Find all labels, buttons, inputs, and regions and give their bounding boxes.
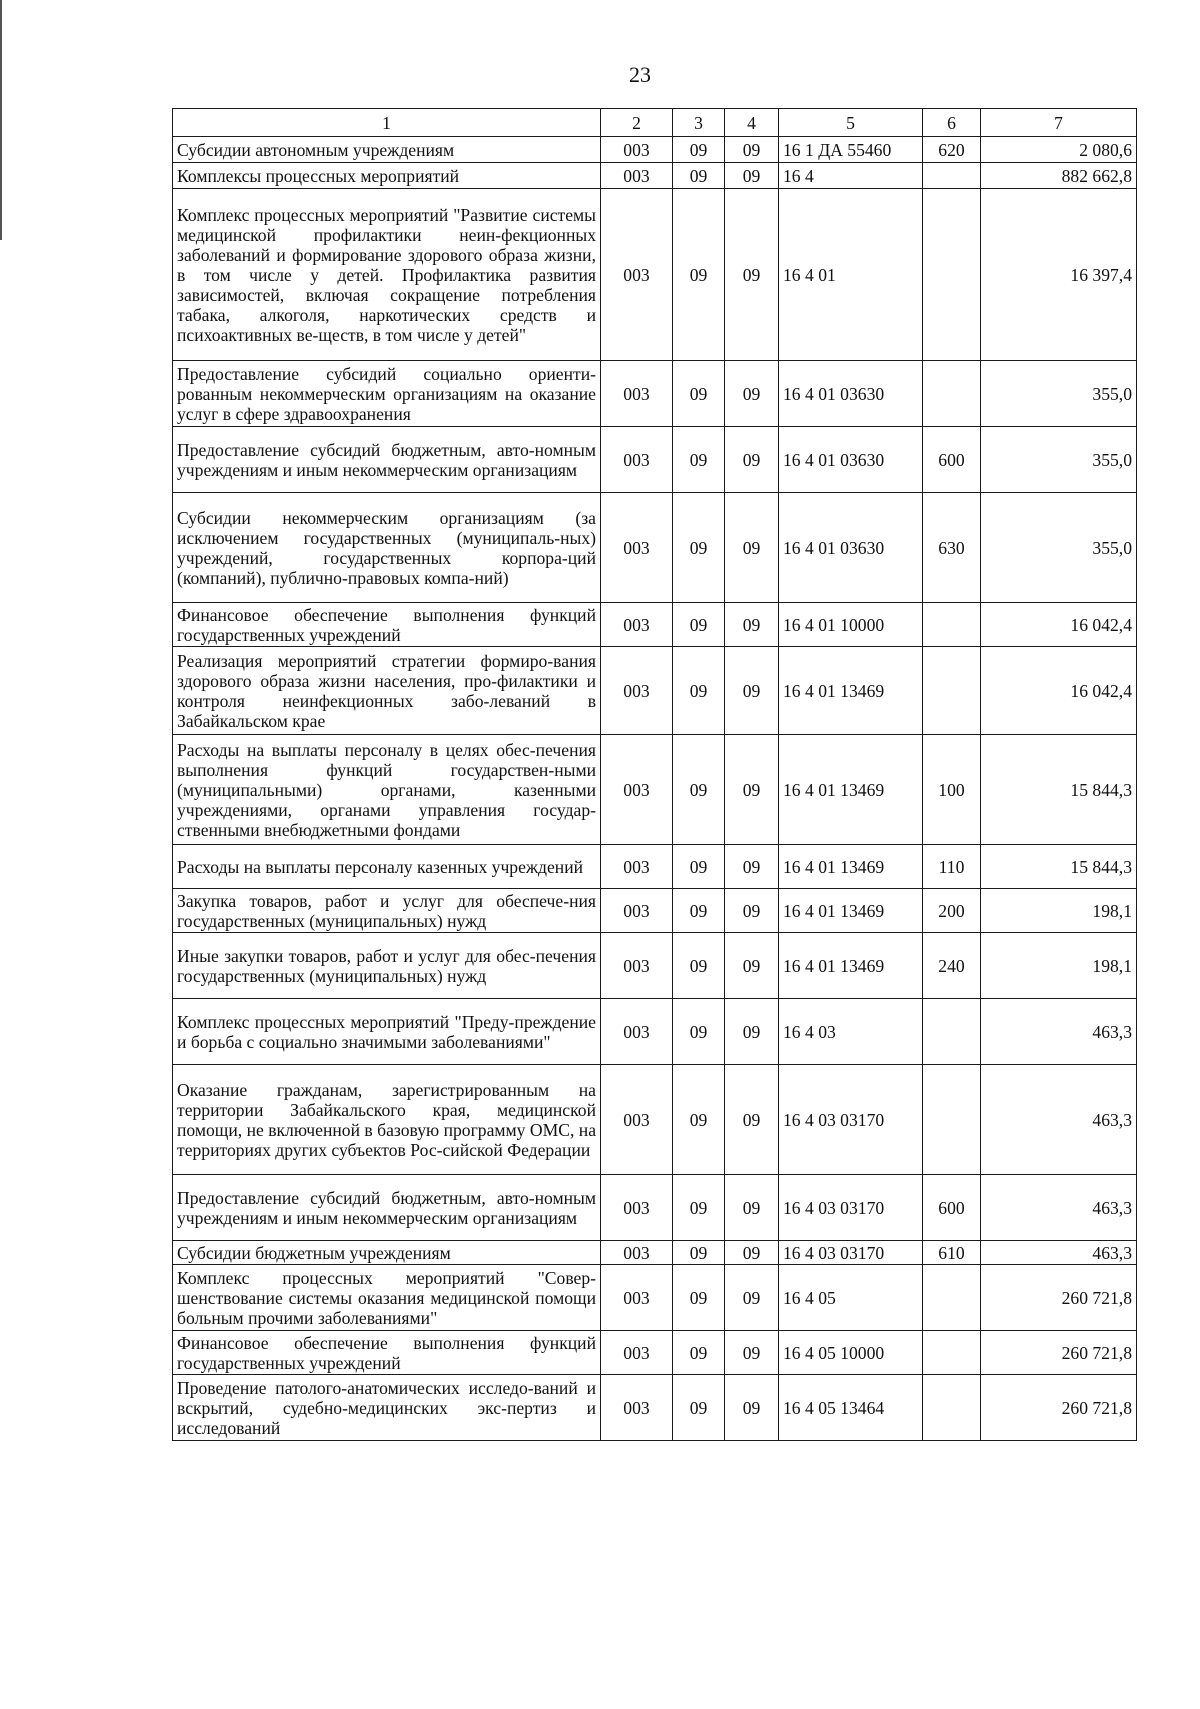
cell-csr: 16 4 01 13469 (779, 889, 923, 933)
cell-pr: 09 (725, 889, 779, 933)
column-header-4: 4 (725, 109, 779, 137)
cell-pr: 09 (725, 427, 779, 493)
cell-grbs: 003 (601, 1331, 673, 1375)
cell-name: Расходы на выплаты персоналу в целях обес-печения выполнения функций государствен-ными (муниципальными) органами, казенными учреждениями, органами управления государ-ственными внебюджетными фондами (173, 735, 601, 845)
table-row (173, 647, 1137, 735)
cell-csr: 16 4 01 13469 (779, 647, 923, 735)
table-row (173, 1065, 1137, 1175)
cell-csr: 16 4 01 13469 (779, 845, 923, 889)
cell-vr: 240 (923, 933, 981, 999)
page-number: 23 (629, 62, 651, 87)
cell-name: Финансовое обеспечение выполнения функций государственных учреждений (173, 603, 601, 647)
cell-grbs: 003 (601, 493, 673, 603)
table-row (173, 137, 1137, 163)
cell-rz: 09 (673, 189, 725, 361)
cell-grbs: 003 (601, 933, 673, 999)
cell-amount: 882 662,8 (981, 163, 1137, 189)
cell-grbs: 003 (601, 603, 673, 647)
cell-grbs: 003 (601, 999, 673, 1065)
cell-name: Финансовое обеспечение выполнения функций государственных учреждений (173, 1331, 601, 1375)
cell-csr: 16 4 05 13464 (779, 1375, 923, 1441)
cell-vr (923, 603, 981, 647)
column-header-6: 6 (923, 109, 981, 137)
cell-rz: 09 (673, 1065, 725, 1175)
cell-name: Комплекс процессных мероприятий "Развитие системы медицинской профилактики неин-фекционных заболеваний и формирование здорового образа жизни, в том числе у детей. Профилактика развития зависимостей, включая сокращение потребления табака, алкоголя, наркотических средств и психоактивных ве-ществ, в том числе у детей" (173, 189, 601, 361)
cell-pr: 09 (725, 1331, 779, 1375)
cell-csr: 16 4 03 03170 (779, 1175, 923, 1241)
table-row (173, 1331, 1137, 1375)
table-row (173, 163, 1137, 189)
cell-amount: 260 721,8 (981, 1331, 1137, 1375)
cell-vr (923, 361, 981, 427)
cell-vr (923, 1065, 981, 1175)
cell-grbs: 003 (601, 889, 673, 933)
cell-rz: 09 (673, 427, 725, 493)
cell-amount: 463,3 (981, 1241, 1137, 1265)
cell-name: Предоставление субсидий бюджетным, авто-номным учреждениям и иным некоммерческим организациям (173, 1175, 601, 1241)
cell-name: Предоставление субсидий бюджетным, авто-номным учреждениям и иным некоммерческим организациям (173, 427, 601, 493)
cell-vr (923, 163, 981, 189)
cell-pr: 09 (725, 361, 779, 427)
cell-name: Проведение патолого-анатомических исследо-ваний и вскрытий, судебно-медицинских экс-пертиз и исследований (173, 1375, 601, 1441)
cell-rz: 09 (673, 1241, 725, 1265)
cell-pr: 09 (725, 493, 779, 603)
cell-pr: 09 (725, 845, 779, 889)
cell-pr: 09 (725, 933, 779, 999)
cell-name: Оказание гражданам, зарегистрированным на территории Забайкальского края, медицинской помощи, не включенной в базовую программу ОМС, на территориях других субъектов Рос-сийской Федерации (173, 1065, 601, 1175)
cell-amount: 16 042,4 (981, 603, 1137, 647)
cell-csr: 16 4 (779, 163, 923, 189)
cell-vr (923, 1331, 981, 1375)
cell-amount: 198,1 (981, 933, 1137, 999)
cell-vr: 110 (923, 845, 981, 889)
header-row (173, 109, 1137, 137)
table-row (173, 889, 1137, 933)
cell-vr: 600 (923, 427, 981, 493)
cell-name: Субсидии автономным учреждениям (173, 137, 601, 163)
cell-grbs: 003 (601, 735, 673, 845)
cell-grbs: 003 (601, 137, 673, 163)
cell-amount: 16 397,4 (981, 189, 1137, 361)
cell-csr: 16 1 ДА 55460 (779, 137, 923, 163)
cell-name: Расходы на выплаты персоналу казенных учреждений (173, 845, 601, 889)
cell-csr: 16 4 01 10000 (779, 603, 923, 647)
cell-name: Комплексы процессных мероприятий (173, 163, 601, 189)
cell-csr: 16 4 01 13469 (779, 735, 923, 845)
cell-pr: 09 (725, 189, 779, 361)
table-row (173, 1375, 1137, 1441)
cell-amount: 355,0 (981, 493, 1137, 603)
cell-grbs: 003 (601, 1241, 673, 1265)
cell-pr: 09 (725, 999, 779, 1065)
table-row (173, 735, 1137, 845)
cell-grbs: 003 (601, 361, 673, 427)
table-row (173, 427, 1137, 493)
cell-vr (923, 999, 981, 1065)
cell-rz: 09 (673, 1265, 725, 1331)
cell-amount: 463,3 (981, 1175, 1137, 1241)
cell-grbs: 003 (601, 163, 673, 189)
cell-amount: 260 721,8 (981, 1375, 1137, 1441)
cell-grbs: 003 (601, 647, 673, 735)
cell-pr: 09 (725, 603, 779, 647)
table-body (173, 137, 1137, 1441)
cell-vr (923, 189, 981, 361)
cell-grbs: 003 (601, 1175, 673, 1241)
cell-amount: 463,3 (981, 1065, 1137, 1175)
table-header (173, 109, 1137, 137)
cell-pr: 09 (725, 1175, 779, 1241)
cell-csr: 16 4 01 03630 (779, 361, 923, 427)
cell-vr: 630 (923, 493, 981, 603)
table-row (173, 361, 1137, 427)
table-row (173, 999, 1137, 1065)
column-header-7: 7 (981, 109, 1137, 137)
cell-amount: 15 844,3 (981, 735, 1137, 845)
column-header-1: 1 (173, 109, 601, 137)
cell-grbs: 003 (601, 427, 673, 493)
cell-pr: 09 (725, 735, 779, 845)
cell-rz: 09 (673, 647, 725, 735)
scan-edge-line (0, 0, 2, 240)
cell-rz: 09 (673, 1175, 725, 1241)
cell-pr: 09 (725, 1375, 779, 1441)
cell-name: Предоставление субсидий социально ориенти-рованным некоммерческим организациям на оказание услуг в сфере здравоохранения (173, 361, 601, 427)
cell-grbs: 003 (601, 845, 673, 889)
cell-name: Реализация мероприятий стратегии формиро-вания здорового образа жизни населения, про-филактики и контроля неинфекционных забо-леваний в Забайкальском крае (173, 647, 601, 735)
table-row (173, 603, 1137, 647)
cell-amount: 15 844,3 (981, 845, 1137, 889)
cell-rz: 09 (673, 603, 725, 647)
cell-csr: 16 4 03 (779, 999, 923, 1065)
table-row (173, 1175, 1137, 1241)
cell-name: Субсидии некоммерческим организациям (за исключением государственных (муниципаль-ных) учреждений, государственных корпора-ций (компаний), публично-правовых компа-ний) (173, 493, 601, 603)
cell-csr: 16 4 01 03630 (779, 493, 923, 603)
cell-vr: 100 (923, 735, 981, 845)
cell-amount: 355,0 (981, 361, 1137, 427)
cell-rz: 09 (673, 1331, 725, 1375)
table-row (173, 1241, 1137, 1265)
cell-rz: 09 (673, 493, 725, 603)
cell-pr: 09 (725, 647, 779, 735)
cell-amount: 2 080,6 (981, 137, 1137, 163)
cell-amount: 198,1 (981, 889, 1137, 933)
cell-csr: 16 4 05 10000 (779, 1331, 923, 1375)
cell-name: Иные закупки товаров, работ и услуг для обес-печения государственных (муниципальных) нужд (173, 933, 601, 999)
cell-vr: 600 (923, 1175, 981, 1241)
cell-rz: 09 (673, 999, 725, 1065)
cell-pr: 09 (725, 1241, 779, 1265)
cell-vr (923, 1375, 981, 1441)
cell-pr: 09 (725, 1265, 779, 1331)
cell-csr: 16 4 01 13469 (779, 933, 923, 999)
cell-pr: 09 (725, 137, 779, 163)
cell-rz: 09 (673, 933, 725, 999)
cell-csr: 16 4 01 03630 (779, 427, 923, 493)
cell-amount: 463,3 (981, 999, 1137, 1065)
cell-name: Комплекс процессных мероприятий "Совер-шенствование системы оказания медицинской помощи больным прочими заболеваниями" (173, 1265, 601, 1331)
table-row (173, 845, 1137, 889)
cell-amount: 260 721,8 (981, 1265, 1137, 1331)
budget-table (172, 108, 1137, 1441)
cell-csr: 16 4 03 03170 (779, 1065, 923, 1175)
column-header-5: 5 (779, 109, 923, 137)
cell-name: Закупка товаров, работ и услуг для обеспече-ния государственных (муниципальных) нужд (173, 889, 601, 933)
table-row (173, 189, 1137, 361)
cell-rz: 09 (673, 735, 725, 845)
cell-rz: 09 (673, 845, 725, 889)
cell-grbs: 003 (601, 1065, 673, 1175)
cell-rz: 09 (673, 361, 725, 427)
cell-pr: 09 (725, 1065, 779, 1175)
column-header-3: 3 (673, 109, 725, 137)
cell-rz: 09 (673, 1375, 725, 1441)
cell-grbs: 003 (601, 189, 673, 361)
cell-name: Комплекс процессных мероприятий "Преду-преждение и борьба с социально значимыми заболеваниями" (173, 999, 601, 1065)
cell-rz: 09 (673, 163, 725, 189)
cell-grbs: 003 (601, 1375, 673, 1441)
cell-vr: 200 (923, 889, 981, 933)
table-row (173, 1265, 1137, 1331)
cell-vr (923, 647, 981, 735)
cell-csr: 16 4 01 (779, 189, 923, 361)
table-row (173, 493, 1137, 603)
cell-name: Субсидии бюджетным учреждениям (173, 1241, 601, 1265)
cell-amount: 16 042,4 (981, 647, 1137, 735)
cell-pr: 09 (725, 163, 779, 189)
cell-vr (923, 1265, 981, 1331)
cell-amount: 355,0 (981, 427, 1137, 493)
cell-rz: 09 (673, 889, 725, 933)
cell-vr: 620 (923, 137, 981, 163)
cell-vr: 610 (923, 1241, 981, 1265)
cell-csr: 16 4 05 (779, 1265, 923, 1331)
table-row (173, 933, 1137, 999)
cell-csr: 16 4 03 03170 (779, 1241, 923, 1265)
cell-rz: 09 (673, 137, 725, 163)
column-header-2: 2 (601, 109, 673, 137)
cell-grbs: 003 (601, 1265, 673, 1331)
